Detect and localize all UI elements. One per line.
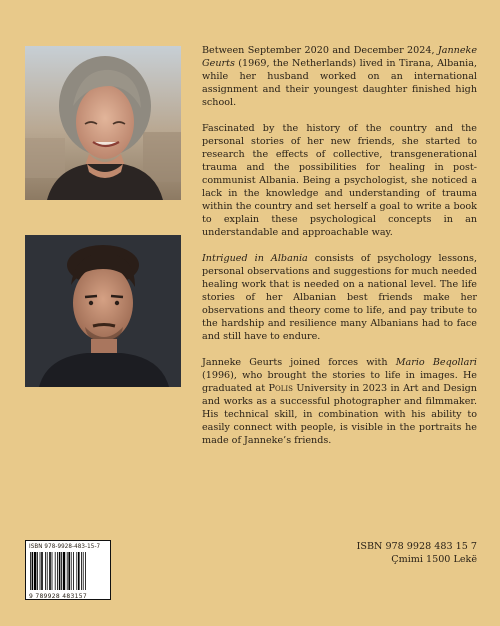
author-photo <box>25 46 181 200</box>
barcode-bars <box>29 552 107 590</box>
author-name: Janneke Geurts <box>202 45 477 70</box>
bio-paragraph-1: Between September 2020 and December 2024, Janneke Geurts (1969, the Netherlands) lived in Tirana, Albania, while her husband worked on an international assignment and their youngest daughter finished high school. <box>202 45 477 109</box>
photographer-name: Mario Beqollari <box>395 357 477 369</box>
photographer-portrait-image <box>25 235 181 387</box>
bio-paragraph-4: Janneke Geurts joined forces with Mario Beqollari (1996), who brought the stories to life in images. He graduated at Polis University in 2023 in Art and Design and works as a successful photographer and filmmaker. His technical skill, in combination with his ability to easily connect with people, is visible in the portraits he made of Janneke’s friends. <box>202 357 477 447</box>
book-title: Intrigued in Albania <box>202 253 308 265</box>
barcode-digits: 9 789928 483157 <box>29 593 87 600</box>
publication-info <box>297 540 477 566</box>
back-cover-text <box>202 44 477 460</box>
bio-paragraph-2: Fascinated by the history of the country and the personal stories of her new friends, she started to research the effects of collective, transgenerational trauma and the possibilities for healing in post-communist Albania. Being a psychologist, she noticed a lack in the knowledge and understanding of trauma within the country and set herself a goal to write a book to explain these psychological concepts in an understandable and approachable way. <box>202 122 477 239</box>
author-portrait-image <box>25 46 181 200</box>
barcode-isbn-label: ISBN 978-9928-483-15-7 <box>29 543 101 550</box>
isbn-text: ISBN 978 9928 483 15 7 <box>356 541 477 552</box>
price-text: Çmimi 1500 Lekë <box>391 554 477 565</box>
polis-name: Polis <box>268 383 293 395</box>
isbn-barcode <box>25 540 111 600</box>
bio-paragraph-3: Intrigued in Albania consists of psychology lessons, personal observations and suggestions for much needed healing work that is needed on a national level. The life stories of her Albanian best friends make her observations and theory come to life, and pay tribute to the hardship and resilience many Albanians had to face and still have to endure. <box>202 253 477 343</box>
photographer-photo <box>25 235 181 387</box>
